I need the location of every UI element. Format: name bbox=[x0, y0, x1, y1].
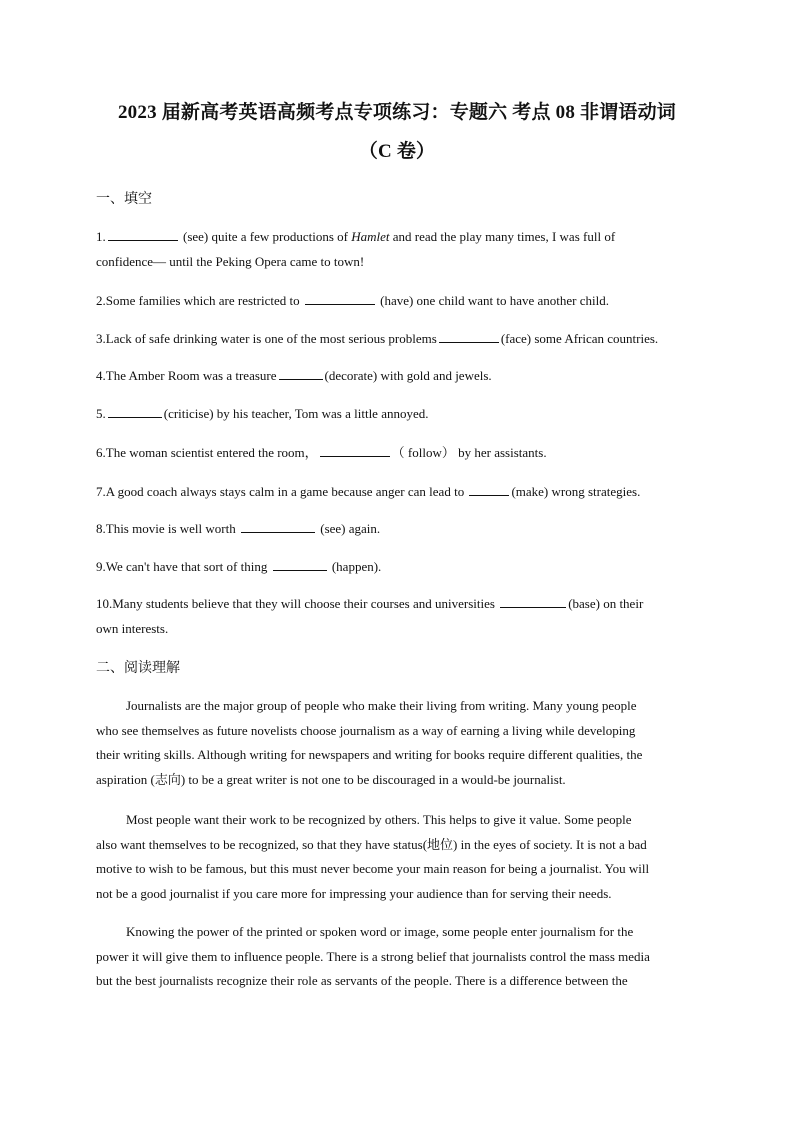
question-9 bbox=[96, 554, 706, 579]
answer-blank bbox=[273, 558, 327, 571]
question-text: (base) on their bbox=[568, 596, 644, 611]
answer-blank bbox=[305, 292, 375, 305]
question-text: A good coach always stays calm in a game because anger can lead to bbox=[105, 484, 468, 499]
question-text: Some families which are restricted to bbox=[105, 293, 303, 308]
question-5 bbox=[96, 401, 706, 426]
answer-blank bbox=[279, 367, 323, 380]
passage-line: their writing skills. Although writing for newspapers and writing for books require different qualities, the bbox=[96, 747, 643, 762]
passage-line: aspiration (志向) to be a great writer is not one to be discouraged in a would-be journalist. bbox=[96, 771, 566, 787]
passage-line: motive to wish to be famous, but this must never become your main reason for being a journalist. You will bbox=[96, 861, 650, 876]
question-2 bbox=[96, 288, 706, 313]
question-text: (face) some African countries. bbox=[500, 331, 659, 346]
question-number: 5. bbox=[96, 406, 106, 421]
passage-line: but the best journalists recognize their role as servants of the people. There is a difference between the bbox=[96, 973, 628, 988]
question-text: and read the play many times, I was full of bbox=[389, 229, 616, 244]
question-number: 1. bbox=[96, 229, 106, 244]
answer-blank bbox=[500, 595, 566, 608]
question-text: (criticise) by his teacher, Tom was a little annoyed. bbox=[163, 406, 429, 421]
question-number: 9. bbox=[96, 559, 106, 574]
question-number: 7. bbox=[96, 484, 106, 499]
passage-line: Most people want their work to be recognized by others. This helps to give it value. Some people bbox=[126, 812, 632, 827]
question-text: The woman scientist entered the room， bbox=[105, 445, 318, 460]
question-text: This movie is well worth bbox=[105, 521, 239, 536]
section-heading-reading: 二、阅读理解 bbox=[96, 660, 180, 676]
question-text: (make) wrong strategies. bbox=[511, 484, 641, 499]
question-number: 6. bbox=[96, 445, 106, 460]
passage-paragraph-2 bbox=[96, 808, 700, 906]
answer-blank bbox=[108, 405, 162, 418]
question-6 bbox=[96, 440, 706, 465]
question-text: (see) quite a few productions of bbox=[183, 229, 352, 244]
question-text: (have) one child want to have another child. bbox=[376, 293, 609, 308]
question-number: 10. bbox=[96, 596, 113, 611]
passage-paragraph-3 bbox=[96, 920, 700, 994]
passage-line: who see themselves as future novelists choose journalism as a way of earning a living while developing bbox=[96, 722, 636, 738]
question-text: (decorate) with gold and jewels. bbox=[324, 368, 492, 383]
question-number: 2. bbox=[96, 293, 106, 308]
question-text: Lack of safe drinking water is one of the most serious problems bbox=[105, 331, 437, 346]
passage-line: Journalists are the major group of people who make their living from writing. Many young people bbox=[126, 698, 637, 713]
question-number: 4. bbox=[96, 368, 106, 383]
question-10-line2: own interests. bbox=[96, 621, 169, 636]
answer-blank bbox=[320, 444, 390, 457]
answer-blank bbox=[469, 483, 509, 496]
page-title: 2023 届新高考英语高频考点专项练习：专题六 考点 08 非谓语动词 bbox=[117, 102, 676, 123]
question-1 bbox=[96, 224, 706, 249]
question-4 bbox=[96, 363, 706, 388]
question-1-line2: confidence— until the Peking Opera came to town! bbox=[96, 254, 365, 269]
passage-paragraph-1 bbox=[96, 694, 700, 792]
question-text: The Amber Room was a treasure bbox=[105, 368, 277, 383]
page-subtitle: （C 卷） bbox=[358, 141, 436, 162]
question-10 bbox=[96, 591, 706, 616]
question-text: Many students believe that they will choose their courses and universities bbox=[112, 596, 499, 611]
question-8 bbox=[96, 516, 706, 541]
passage-line: also want themselves to be recognized, so that they have status(地位) in the eyes of society. It is not a bad bbox=[96, 836, 647, 852]
answer-blank bbox=[439, 330, 499, 343]
passage-line: power it will give them to influence people. There is a strong belief that journalists control the mass media bbox=[96, 948, 650, 964]
question-text: We can't have that sort of thing bbox=[105, 559, 271, 574]
question-3 bbox=[96, 326, 706, 351]
section-heading-fill-blank: 一、填空 bbox=[96, 191, 152, 207]
question-text: (happen). bbox=[328, 559, 382, 574]
answer-blank bbox=[108, 228, 178, 241]
question-text: （ follow） by her assistants. bbox=[391, 445, 547, 460]
passage-line: not be a good journalist if you care more for impressing your audience than for serving their needs. bbox=[96, 885, 612, 901]
question-italic: Hamlet bbox=[351, 229, 390, 244]
question-number: 8. bbox=[96, 521, 106, 536]
question-number: 3. bbox=[96, 331, 106, 346]
answer-blank bbox=[241, 520, 315, 533]
question-text: (see) again. bbox=[317, 521, 381, 536]
passage-line: Knowing the power of the printed or spoken word or image, some people enter journalism for the bbox=[126, 924, 634, 939]
question-7 bbox=[96, 479, 706, 504]
